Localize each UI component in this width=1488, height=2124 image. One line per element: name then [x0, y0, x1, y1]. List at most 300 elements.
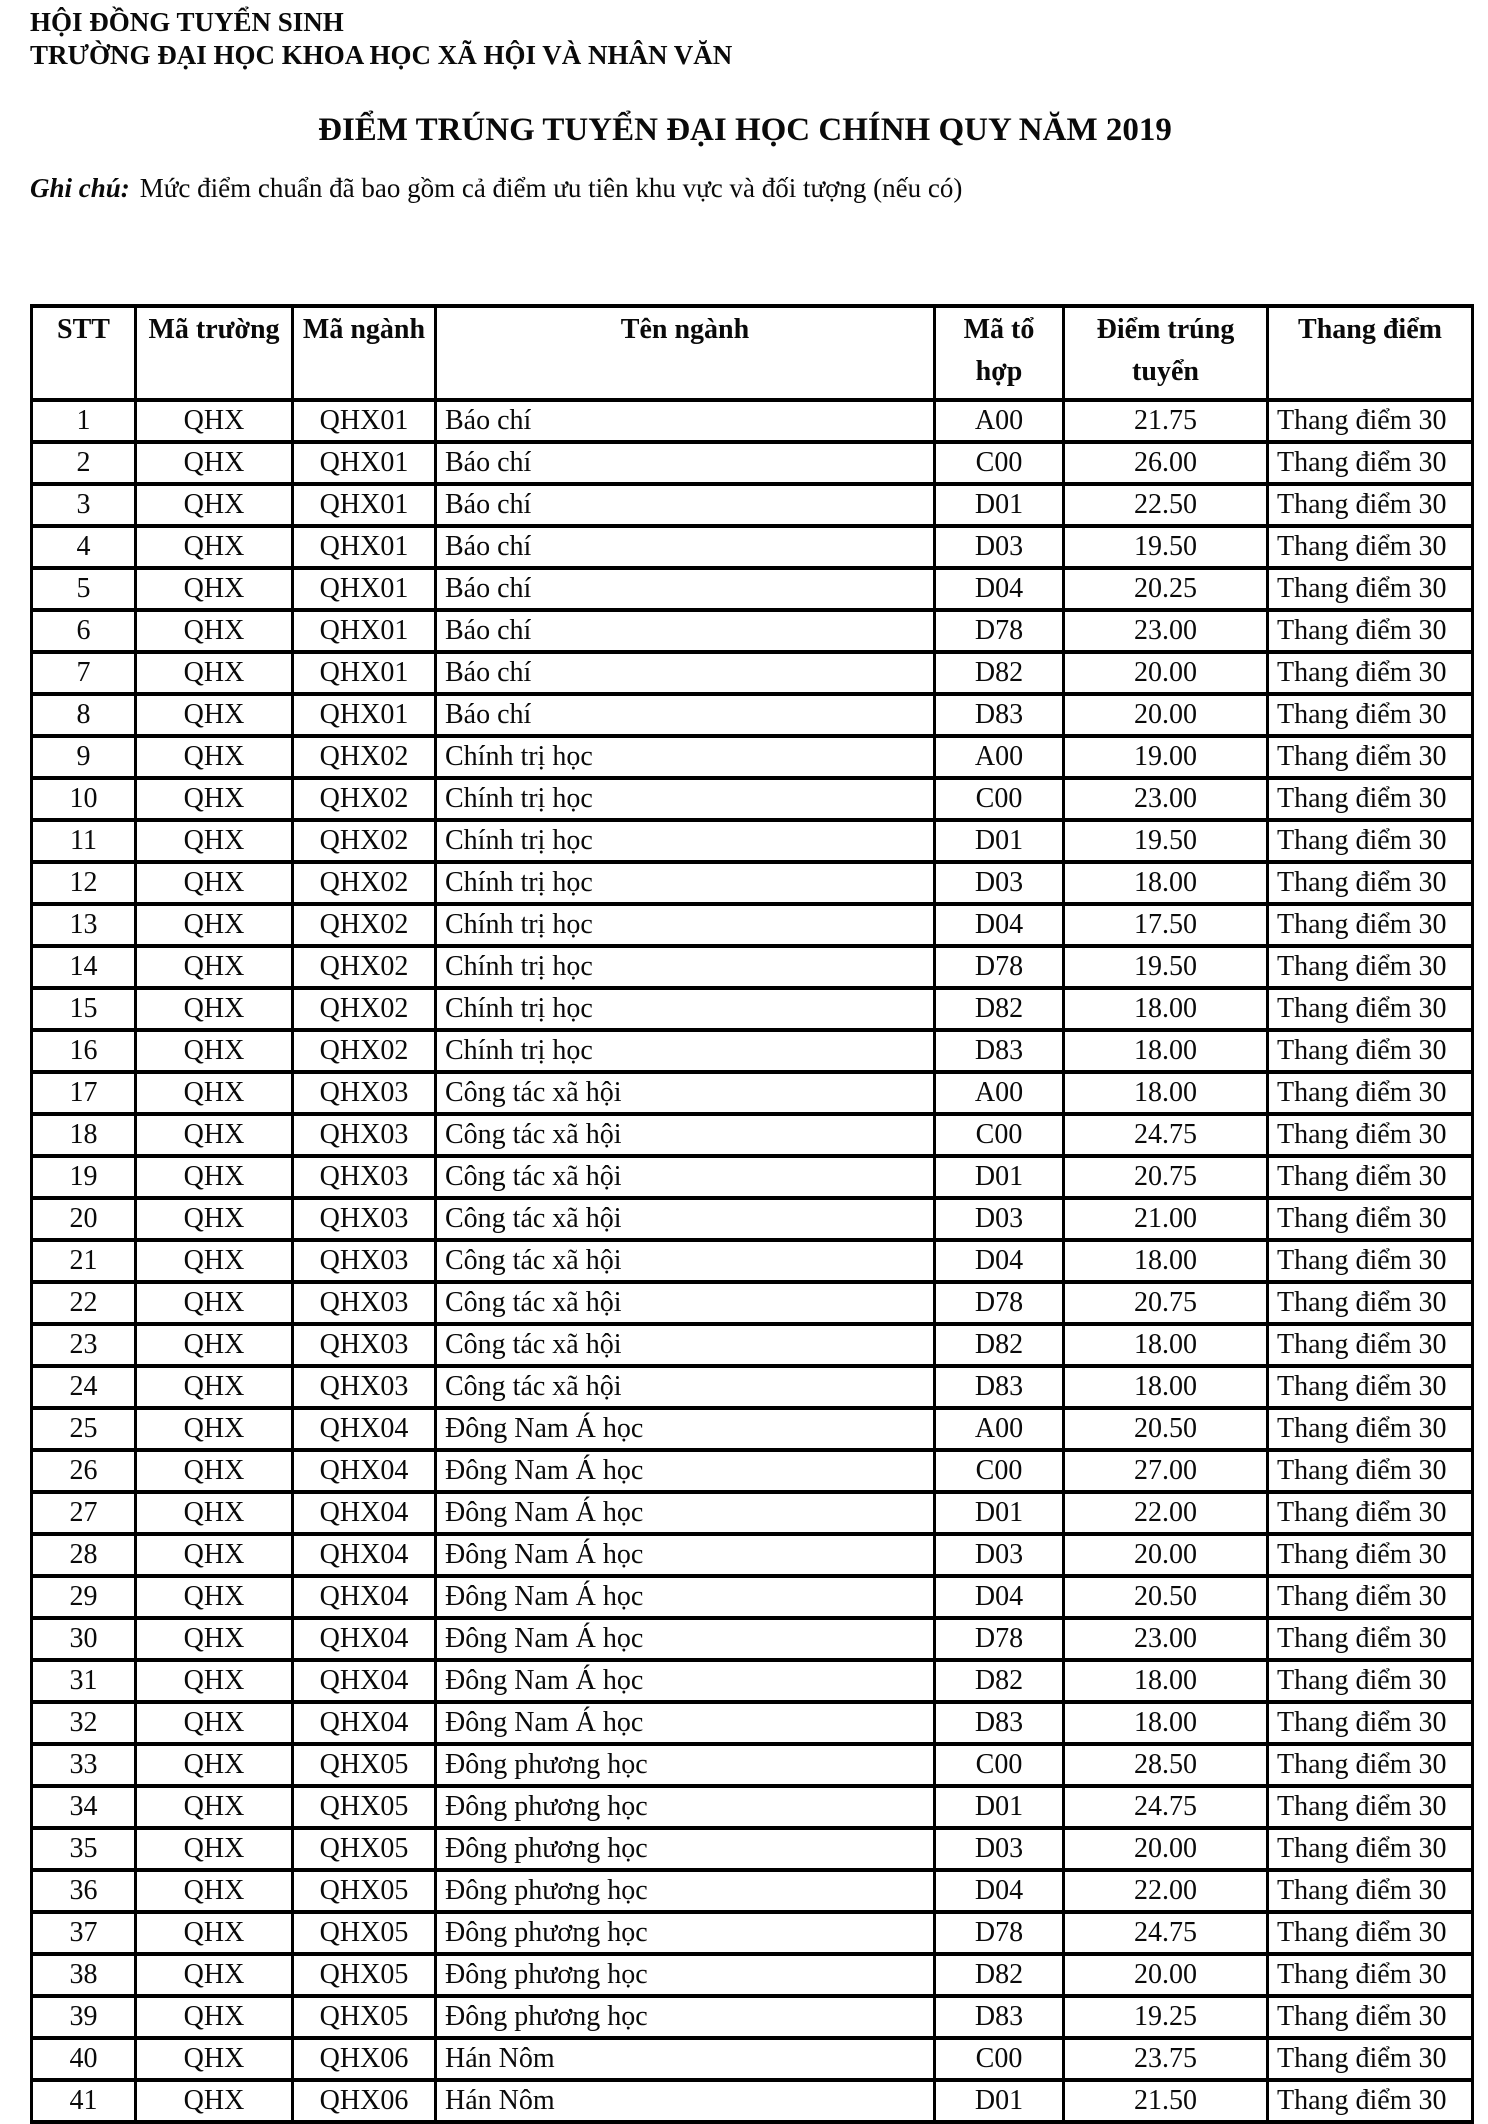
cell-ma-to-hop: D78	[935, 1618, 1064, 1660]
table-row	[32, 1324, 1473, 1366]
cell-ma-nganh: QHX04	[293, 1534, 436, 1576]
table-row	[32, 568, 1473, 610]
cell-stt: 39	[32, 1996, 136, 2038]
cell-ma-to-hop: A00	[935, 400, 1064, 442]
cell-ten-nganh: Chính trị học	[436, 946, 935, 988]
cell-diem-trung-tuyen: 20.00	[1064, 1828, 1268, 1870]
note-label: Ghi chú:	[30, 173, 130, 203]
cell-diem-trung-tuyen: 20.50	[1064, 1576, 1268, 1618]
table-row	[32, 610, 1473, 652]
cell-diem-trung-tuyen: 18.00	[1064, 988, 1268, 1030]
cell-ma-to-hop: D04	[935, 904, 1064, 946]
cell-ma-truong: QHX	[136, 1534, 293, 1576]
cell-thang-diem: Thang điểm 30	[1268, 526, 1473, 568]
cell-diem-trung-tuyen: 26.00	[1064, 442, 1268, 484]
cell-ma-nganh: QHX02	[293, 778, 436, 820]
cell-ten-nganh: Công tác xã hội	[436, 1114, 935, 1156]
cell-ma-nganh: QHX04	[293, 1702, 436, 1744]
cell-ma-truong: QHX	[136, 1870, 293, 1912]
cell-ma-nganh: QHX03	[293, 1324, 436, 1366]
table-row	[32, 946, 1473, 988]
cell-diem-trung-tuyen: 20.00	[1064, 1954, 1268, 1996]
cell-ma-to-hop: D82	[935, 988, 1064, 1030]
cell-ten-nganh: Đông Nam Á học	[436, 1702, 935, 1744]
cell-ten-nganh: Đông Nam Á học	[436, 1492, 935, 1534]
cell-ma-to-hop: D78	[935, 610, 1064, 652]
column-header-diem-trung-tuyen: Điểm trúng tuyển	[1064, 306, 1268, 400]
cell-diem-trung-tuyen: 21.75	[1064, 400, 1268, 442]
cell-ma-truong: QHX	[136, 988, 293, 1030]
cell-ma-truong: QHX	[136, 1744, 293, 1786]
cell-diem-trung-tuyen: 22.00	[1064, 1492, 1268, 1534]
cell-diem-trung-tuyen: 20.25	[1064, 568, 1268, 610]
note-line	[30, 172, 1460, 205]
cell-ma-nganh: QHX05	[293, 1996, 436, 2038]
cell-thang-diem: Thang điểm 30	[1268, 1576, 1473, 1618]
cell-ma-to-hop: D83	[935, 1366, 1064, 1408]
cell-ma-truong: QHX	[136, 1030, 293, 1072]
table-row	[32, 1072, 1473, 1114]
cell-ten-nganh: Đông phương học	[436, 1954, 935, 1996]
cell-ten-nganh: Chính trị học	[436, 862, 935, 904]
cell-ten-nganh: Đông Nam Á học	[436, 1450, 935, 1492]
cell-diem-trung-tuyen: 19.25	[1064, 1996, 1268, 2038]
column-header-stt: STT	[32, 306, 136, 400]
cell-ma-to-hop: C00	[935, 1114, 1064, 1156]
cell-diem-trung-tuyen: 18.00	[1064, 1240, 1268, 1282]
cell-ma-to-hop: D04	[935, 1870, 1064, 1912]
cell-ma-nganh: QHX02	[293, 904, 436, 946]
cell-ma-nganh: QHX03	[293, 1198, 436, 1240]
cell-diem-trung-tuyen: 19.00	[1064, 736, 1268, 778]
cell-ma-to-hop: D82	[935, 1324, 1064, 1366]
cell-ma-nganh: QHX01	[293, 484, 436, 526]
cell-ten-nganh: Chính trị học	[436, 904, 935, 946]
column-header-ma-to-hop: Mã tổ hợp	[935, 306, 1064, 400]
cell-thang-diem: Thang điểm 30	[1268, 1366, 1473, 1408]
table-row	[32, 1198, 1473, 1240]
cell-ma-truong: QHX	[136, 1198, 293, 1240]
cell-ma-truong: QHX	[136, 2080, 293, 2122]
cell-ma-truong: QHX	[136, 652, 293, 694]
cell-ten-nganh: Đông Nam Á học	[436, 1576, 935, 1618]
cell-ma-nganh: QHX03	[293, 1156, 436, 1198]
table-row	[32, 1450, 1473, 1492]
table-row	[32, 820, 1473, 862]
cell-diem-trung-tuyen: 17.50	[1064, 904, 1268, 946]
cell-ma-truong: QHX	[136, 1408, 293, 1450]
cell-ma-to-hop: D04	[935, 1240, 1064, 1282]
cell-ma-nganh: QHX05	[293, 1744, 436, 1786]
cell-stt: 28	[32, 1534, 136, 1576]
cell-thang-diem: Thang điểm 30	[1268, 2080, 1473, 2122]
cell-ma-truong: QHX	[136, 1576, 293, 1618]
cell-ma-truong: QHX	[136, 1996, 293, 2038]
cell-diem-trung-tuyen: 18.00	[1064, 1030, 1268, 1072]
cell-thang-diem: Thang điểm 30	[1268, 484, 1473, 526]
cell-ma-nganh: QHX05	[293, 1786, 436, 1828]
cell-ma-to-hop: D01	[935, 484, 1064, 526]
cell-diem-trung-tuyen: 22.50	[1064, 484, 1268, 526]
cell-thang-diem: Thang điểm 30	[1268, 1786, 1473, 1828]
cell-diem-trung-tuyen: 19.50	[1064, 820, 1268, 862]
cell-ma-truong: QHX	[136, 1072, 293, 1114]
cell-ma-to-hop: D03	[935, 526, 1064, 568]
cell-thang-diem: Thang điểm 30	[1268, 1114, 1473, 1156]
cell-ten-nganh: Đông phương học	[436, 1828, 935, 1870]
cell-ten-nganh: Báo chí	[436, 442, 935, 484]
cell-thang-diem: Thang điểm 30	[1268, 1744, 1473, 1786]
table-row	[32, 1576, 1473, 1618]
cell-thang-diem: Thang điểm 30	[1268, 862, 1473, 904]
cell-thang-diem: Thang điểm 30	[1268, 442, 1473, 484]
cell-ma-truong: QHX	[136, 736, 293, 778]
cell-ma-to-hop: D04	[935, 568, 1064, 610]
cell-ma-nganh: QHX05	[293, 1870, 436, 1912]
cell-ma-truong: QHX	[136, 1366, 293, 1408]
cell-ma-truong: QHX	[136, 442, 293, 484]
cell-ma-to-hop: D03	[935, 1828, 1064, 1870]
cell-diem-trung-tuyen: 27.00	[1064, 1450, 1268, 1492]
table-row	[32, 1366, 1473, 1408]
cell-diem-trung-tuyen: 23.00	[1064, 610, 1268, 652]
cell-ten-nganh: Chính trị học	[436, 820, 935, 862]
cell-thang-diem: Thang điểm 30	[1268, 1534, 1473, 1576]
cell-ten-nganh: Báo chí	[436, 400, 935, 442]
table-row	[32, 736, 1473, 778]
cell-ma-to-hop: D83	[935, 1030, 1064, 1072]
cell-ma-truong: QHX	[136, 778, 293, 820]
admission-scores-table	[30, 304, 1474, 2124]
cell-ma-to-hop: A00	[935, 736, 1064, 778]
cell-diem-trung-tuyen: 23.75	[1064, 2038, 1268, 2080]
cell-diem-trung-tuyen: 19.50	[1064, 526, 1268, 568]
cell-ma-nganh: QHX03	[293, 1240, 436, 1282]
table-row	[32, 1618, 1473, 1660]
cell-ma-to-hop: D83	[935, 1996, 1064, 2038]
cell-ten-nganh: Công tác xã hội	[436, 1156, 935, 1198]
table-row	[32, 778, 1473, 820]
cell-ma-truong: QHX	[136, 1660, 293, 1702]
cell-stt: 20	[32, 1198, 136, 1240]
cell-ma-to-hop: A00	[935, 1072, 1064, 1114]
cell-ma-truong: QHX	[136, 1618, 293, 1660]
column-header-ten-nganh: Tên ngành	[436, 306, 935, 400]
cell-ten-nganh: Đông phương học	[436, 1786, 935, 1828]
cell-diem-trung-tuyen: 18.00	[1064, 1366, 1268, 1408]
note-text: Mức điểm chuẩn đã bao gồm cả điểm ưu tiên khu vực và đối tượng (nếu có)	[139, 173, 963, 203]
cell-stt: 25	[32, 1408, 136, 1450]
cell-ma-truong: QHX	[136, 1492, 293, 1534]
cell-ten-nganh: Đông phương học	[436, 1996, 935, 2038]
cell-thang-diem: Thang điểm 30	[1268, 610, 1473, 652]
cell-diem-trung-tuyen: 20.75	[1064, 1282, 1268, 1324]
cell-stt: 16	[32, 1030, 136, 1072]
cell-thang-diem: Thang điểm 30	[1268, 1240, 1473, 1282]
cell-ten-nganh: Công tác xã hội	[436, 1324, 935, 1366]
cell-ma-truong: QHX	[136, 1282, 293, 1324]
cell-thang-diem: Thang điểm 30	[1268, 2038, 1473, 2080]
cell-ma-nganh: QHX05	[293, 1828, 436, 1870]
cell-stt: 19	[32, 1156, 136, 1198]
cell-diem-trung-tuyen: 18.00	[1064, 1324, 1268, 1366]
table-header-row	[32, 306, 1473, 400]
cell-ma-to-hop: D01	[935, 2080, 1064, 2122]
cell-ma-nganh: QHX01	[293, 442, 436, 484]
cell-ten-nganh: Báo chí	[436, 568, 935, 610]
cell-ten-nganh: Hán Nôm	[436, 2080, 935, 2122]
cell-ma-nganh: QHX02	[293, 988, 436, 1030]
cell-ten-nganh: Đông Nam Á học	[436, 1534, 935, 1576]
cell-diem-trung-tuyen: 20.50	[1064, 1408, 1268, 1450]
cell-ma-to-hop: C00	[935, 1450, 1064, 1492]
cell-thang-diem: Thang điểm 30	[1268, 1870, 1473, 1912]
table-row	[32, 1156, 1473, 1198]
cell-ma-nganh: QHX03	[293, 1114, 436, 1156]
cell-thang-diem: Thang điểm 30	[1268, 1156, 1473, 1198]
cell-ma-nganh: QHX04	[293, 1618, 436, 1660]
cell-ma-nganh: QHX04	[293, 1492, 436, 1534]
cell-ten-nganh: Đông phương học	[436, 1744, 935, 1786]
table-row	[32, 526, 1473, 568]
cell-diem-trung-tuyen: 18.00	[1064, 862, 1268, 904]
cell-diem-trung-tuyen: 20.00	[1064, 652, 1268, 694]
cell-thang-diem: Thang điểm 30	[1268, 652, 1473, 694]
table-row	[32, 652, 1473, 694]
cell-ma-truong: QHX	[136, 1114, 293, 1156]
table-row	[32, 1282, 1473, 1324]
cell-ma-truong: QHX	[136, 526, 293, 568]
cell-stt: 7	[32, 652, 136, 694]
cell-ma-nganh: QHX02	[293, 862, 436, 904]
page-title: ĐIỂM TRÚNG TUYỂN ĐẠI HỌC CHÍNH QUY NĂM 2019	[318, 112, 1172, 148]
table-row	[32, 484, 1473, 526]
cell-ma-nganh: QHX01	[293, 610, 436, 652]
cell-ma-truong: QHX	[136, 1912, 293, 1954]
cell-thang-diem: Thang điểm 30	[1268, 904, 1473, 946]
cell-stt: 12	[32, 862, 136, 904]
cell-stt: 2	[32, 442, 136, 484]
table-row	[32, 862, 1473, 904]
cell-thang-diem: Thang điểm 30	[1268, 1282, 1473, 1324]
cell-stt: 3	[32, 484, 136, 526]
cell-ma-nganh: QHX04	[293, 1660, 436, 1702]
cell-ma-truong: QHX	[136, 904, 293, 946]
table-row	[32, 1912, 1473, 1954]
cell-ma-nganh: QHX01	[293, 400, 436, 442]
cell-stt: 15	[32, 988, 136, 1030]
cell-ma-truong: QHX	[136, 1828, 293, 1870]
cell-ma-nganh: QHX04	[293, 1450, 436, 1492]
cell-ma-truong: QHX	[136, 2038, 293, 2080]
cell-ten-nganh: Chính trị học	[436, 778, 935, 820]
cell-stt: 11	[32, 820, 136, 862]
cell-stt: 1	[32, 400, 136, 442]
table-row	[32, 1240, 1473, 1282]
table-header	[32, 306, 1473, 400]
cell-ten-nganh: Chính trị học	[436, 1030, 935, 1072]
cell-ma-to-hop: D03	[935, 862, 1064, 904]
cell-ten-nganh: Báo chí	[436, 610, 935, 652]
cell-ten-nganh: Báo chí	[436, 526, 935, 568]
cell-ma-nganh: QHX02	[293, 820, 436, 862]
table-row	[32, 1954, 1473, 1996]
cell-stt: 29	[32, 1576, 136, 1618]
cell-ten-nganh: Đông Nam Á học	[436, 1618, 935, 1660]
cell-ma-to-hop: D83	[935, 1702, 1064, 1744]
cell-thang-diem: Thang điểm 30	[1268, 988, 1473, 1030]
cell-ma-nganh: QHX06	[293, 2038, 436, 2080]
cell-ma-truong: QHX	[136, 694, 293, 736]
cell-ma-truong: QHX	[136, 484, 293, 526]
cell-stt: 22	[32, 1282, 136, 1324]
cell-diem-trung-tuyen: 18.00	[1064, 1072, 1268, 1114]
table-row	[32, 1492, 1473, 1534]
cell-ma-to-hop: C00	[935, 2038, 1064, 2080]
cell-ma-nganh: QHX01	[293, 652, 436, 694]
cell-stt: 8	[32, 694, 136, 736]
cell-thang-diem: Thang điểm 30	[1268, 736, 1473, 778]
cell-ma-to-hop: D82	[935, 652, 1064, 694]
cell-stt: 41	[32, 2080, 136, 2122]
cell-ten-nganh: Công tác xã hội	[436, 1366, 935, 1408]
cell-thang-diem: Thang điểm 30	[1268, 400, 1473, 442]
cell-stt: 26	[32, 1450, 136, 1492]
cell-ma-nganh: QHX02	[293, 736, 436, 778]
cell-thang-diem: Thang điểm 30	[1268, 1324, 1473, 1366]
cell-stt: 21	[32, 1240, 136, 1282]
cell-ma-to-hop: D03	[935, 1198, 1064, 1240]
cell-thang-diem: Thang điểm 30	[1268, 568, 1473, 610]
table-row	[32, 2038, 1473, 2080]
cell-ma-to-hop: D78	[935, 1282, 1064, 1324]
cell-ma-nganh: QHX01	[293, 526, 436, 568]
cell-ma-to-hop: D78	[935, 946, 1064, 988]
table-row	[32, 1114, 1473, 1156]
cell-thang-diem: Thang điểm 30	[1268, 946, 1473, 988]
cell-ma-truong: QHX	[136, 568, 293, 610]
cell-ma-to-hop: D01	[935, 820, 1064, 862]
cell-stt: 9	[32, 736, 136, 778]
cell-diem-trung-tuyen: 28.50	[1064, 1744, 1268, 1786]
cell-stt: 38	[32, 1954, 136, 1996]
table-row	[32, 1660, 1473, 1702]
cell-ten-nganh: Báo chí	[436, 694, 935, 736]
cell-stt: 18	[32, 1114, 136, 1156]
table-row	[32, 1702, 1473, 1744]
cell-ten-nganh: Công tác xã hội	[436, 1240, 935, 1282]
cell-diem-trung-tuyen: 20.00	[1064, 1534, 1268, 1576]
cell-stt: 13	[32, 904, 136, 946]
cell-stt: 37	[32, 1912, 136, 1954]
cell-ma-nganh: QHX05	[293, 1912, 436, 1954]
cell-ten-nganh: Chính trị học	[436, 736, 935, 778]
cell-stt: 23	[32, 1324, 136, 1366]
cell-diem-trung-tuyen: 20.75	[1064, 1156, 1268, 1198]
cell-ten-nganh: Đông phương học	[436, 1912, 935, 1954]
table-row	[32, 1030, 1473, 1072]
cell-ma-to-hop: C00	[935, 442, 1064, 484]
cell-thang-diem: Thang điểm 30	[1268, 1702, 1473, 1744]
cell-stt: 5	[32, 568, 136, 610]
cell-thang-diem: Thang điểm 30	[1268, 1828, 1473, 1870]
cell-stt: 17	[32, 1072, 136, 1114]
cell-ten-nganh: Đông phương học	[436, 1870, 935, 1912]
cell-ma-to-hop: C00	[935, 778, 1064, 820]
cell-thang-diem: Thang điểm 30	[1268, 1618, 1473, 1660]
cell-thang-diem: Thang điểm 30	[1268, 694, 1473, 736]
org-name-line1: HỘI ĐỒNG TUYỂN SINH	[30, 7, 344, 37]
cell-diem-trung-tuyen: 24.75	[1064, 1912, 1268, 1954]
cell-stt: 24	[32, 1366, 136, 1408]
cell-ma-truong: QHX	[136, 1954, 293, 1996]
cell-thang-diem: Thang điểm 30	[1268, 1996, 1473, 2038]
cell-stt: 30	[32, 1618, 136, 1660]
table-row	[32, 2080, 1473, 2122]
cell-ma-truong: QHX	[136, 1786, 293, 1828]
table-row	[32, 1786, 1473, 1828]
cell-stt: 4	[32, 526, 136, 568]
cell-ma-nganh: QHX04	[293, 1576, 436, 1618]
cell-diem-trung-tuyen: 23.00	[1064, 1618, 1268, 1660]
cell-ma-to-hop: D01	[935, 1156, 1064, 1198]
cell-ma-truong: QHX	[136, 820, 293, 862]
cell-ma-truong: QHX	[136, 1156, 293, 1198]
cell-ten-nganh: Hán Nôm	[436, 2038, 935, 2080]
cell-ten-nganh: Công tác xã hội	[436, 1072, 935, 1114]
cell-stt: 31	[32, 1660, 136, 1702]
cell-ma-nganh: QHX04	[293, 1408, 436, 1450]
cell-ma-truong: QHX	[136, 1240, 293, 1282]
cell-thang-diem: Thang điểm 30	[1268, 1450, 1473, 1492]
cell-thang-diem: Thang điểm 30	[1268, 1492, 1473, 1534]
cell-thang-diem: Thang điểm 30	[1268, 1660, 1473, 1702]
cell-stt: 14	[32, 946, 136, 988]
table-row	[32, 400, 1473, 442]
cell-ma-nganh: QHX02	[293, 946, 436, 988]
column-header-thang-diem: Thang điểm	[1268, 306, 1473, 400]
cell-diem-trung-tuyen: 18.00	[1064, 1702, 1268, 1744]
cell-ma-nganh: QHX03	[293, 1366, 436, 1408]
cell-thang-diem: Thang điểm 30	[1268, 1198, 1473, 1240]
table-row	[32, 1408, 1473, 1450]
cell-diem-trung-tuyen: 18.00	[1064, 1660, 1268, 1702]
cell-ten-nganh: Báo chí	[436, 484, 935, 526]
cell-ma-nganh: QHX01	[293, 568, 436, 610]
cell-thang-diem: Thang điểm 30	[1268, 820, 1473, 862]
cell-stt: 33	[32, 1744, 136, 1786]
table-row	[32, 1828, 1473, 1870]
cell-ma-to-hop: D01	[935, 1786, 1064, 1828]
cell-ten-nganh: Đông Nam Á học	[436, 1408, 935, 1450]
cell-ma-to-hop: D01	[935, 1492, 1064, 1534]
cell-stt: 34	[32, 1786, 136, 1828]
org-name-line2: TRƯỜNG ĐẠI HỌC KHOA HỌC XÃ HỘI VÀ NHÂN VĂN	[30, 40, 733, 70]
cell-thang-diem: Thang điểm 30	[1268, 1408, 1473, 1450]
cell-ma-to-hop: D82	[935, 1660, 1064, 1702]
cell-diem-trung-tuyen: 24.75	[1064, 1786, 1268, 1828]
cell-ma-truong: QHX	[136, 610, 293, 652]
table-row	[32, 694, 1473, 736]
cell-ma-nganh: QHX03	[293, 1282, 436, 1324]
cell-ma-nganh: QHX05	[293, 1954, 436, 1996]
cell-diem-trung-tuyen: 23.00	[1064, 778, 1268, 820]
score-table-body	[32, 400, 1473, 2122]
table-row	[32, 904, 1473, 946]
cell-diem-trung-tuyen: 20.00	[1064, 694, 1268, 736]
cell-ten-nganh: Chính trị học	[436, 988, 935, 1030]
cell-ma-to-hop: D82	[935, 1954, 1064, 1996]
